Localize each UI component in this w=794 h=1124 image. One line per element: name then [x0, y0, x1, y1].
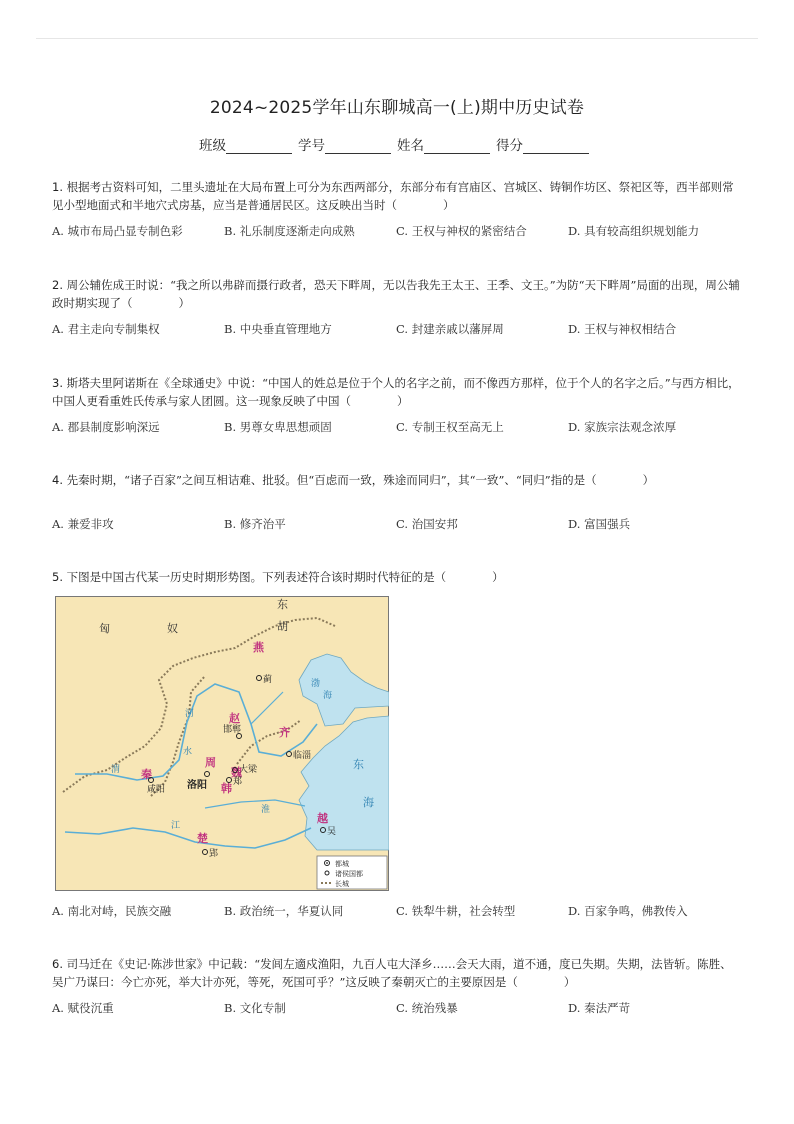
option-b[interactable]: B. 男尊女卑思想顽固 — [224, 420, 332, 434]
option-c[interactable]: C. 专制王权至高无上 — [396, 420, 504, 434]
question-stem: 斯塔夫里阿诺斯在《全球通史》中说：“中国人的姓总是位于个人的名字之前，而不像西方那样，位于个人的名字之后。”与西方相比，中国人更看重姓氏传承与家人团圆。这一现象反映了中国（ ） — [52, 376, 740, 408]
river-label: 渭 — [111, 765, 121, 775]
name-blank[interactable] — [424, 139, 490, 154]
id-blank[interactable] — [325, 139, 391, 154]
river-label: 水 — [183, 747, 193, 757]
state-label: 燕 — [253, 641, 264, 654]
option-d[interactable]: D. 家族宗法观念浓厚 — [568, 420, 677, 434]
city-label: 郢 — [209, 849, 219, 859]
option-c[interactable]: C. 统治残暴 — [396, 1001, 458, 1015]
question-3: 3. 斯塔夫里阿诺斯在《全球通史》中说：“中国人的姓总是位于个人的名字之前，而不像西方那样，位于个人的名字之后。”与西方相比，中国人更看重姓氏传承与家人团圆。这一现象反映了中国（ ） — [52, 376, 740, 408]
option-a[interactable]: A. 城市布局凸显专制色彩 — [52, 224, 183, 238]
question-stem: 周公辅佐成王时说：“我之所以弗辟而摄行政者，恐天下畔周，无以告我先王太王、王季、文王。”为防“天下畔周”局面的出现，周公辅政时期实现了（ ） — [52, 278, 740, 310]
state-label: 周 — [205, 756, 216, 769]
option-b[interactable]: B. 文化专制 — [224, 1001, 286, 1015]
info-class: 班级 — [199, 134, 298, 154]
option-b[interactable]: B. 修齐治平 — [224, 517, 286, 531]
question-stem: 司马迁在《史记·陈涉世家》中记载：“发闾左適戍渔阳，九百人屯大泽乡……会天大雨，道不通，度已失期。失期，法皆斩。陈胜、吴广乃谋曰：今亡亦死，举大计亦死，等死，死国可乎？”这反映了秦朝灭亡的主要原因是（ ） — [52, 957, 732, 989]
question-5-options — [52, 903, 742, 919]
city-label: 蓟 — [263, 675, 273, 685]
city-label: 临淄 — [293, 751, 312, 761]
option-d[interactable]: D. 秦法严苛 — [568, 1001, 631, 1015]
option-c[interactable]: C. 铁犁牛耕，社会转型 — [396, 904, 516, 918]
city-label: 大梁 — [239, 765, 258, 775]
question-stem: 下图是中国古代某一历史时期形势图。下列表述符合该时期时代特征的是（ ） — [66, 570, 504, 584]
question-4: 4. 先秦时期，“诸子百家”之间互相诘难、批驳。但“百虑而一致，殊途而同归”，其“一致”、“同归”指的是（ ） — [52, 473, 655, 487]
option-a[interactable]: A. 郡县制度影响深远 — [52, 420, 160, 434]
class-blank[interactable] — [226, 139, 292, 154]
city-label: 洛阳 — [187, 780, 207, 791]
region-label: 胡 — [277, 620, 288, 633]
option-a[interactable]: A. 兼爱非攻 — [52, 517, 114, 531]
info-name: 姓名 — [397, 134, 496, 154]
state-label: 楚 — [197, 832, 208, 845]
river-label: 江 — [171, 821, 181, 831]
option-c[interactable]: C. 王权与神权的紧密结合 — [396, 224, 527, 238]
option-b[interactable]: B. 礼乐制度逐渐走向成熟 — [224, 224, 355, 238]
state-label: 韩 — [221, 782, 232, 795]
question-6-options — [52, 1000, 742, 1016]
legend-label: 都城 — [335, 860, 349, 868]
sea-label: 东 — [353, 758, 364, 771]
city-label: 咸阳 — [147, 785, 166, 795]
question-stem: 根据考古资料可知，二里头遗址在大局布置上可分为东西两部分，东部分布有宫庙区、宫城区、铸铜作坊区、祭祀区等，西半部则常见小型地面式和半地穴式房基，应当是普通居民区。这反映出当时（ ） — [52, 180, 734, 212]
sea-label: 渤 — [311, 679, 321, 689]
option-d[interactable]: D. 王权与神权相结合 — [568, 322, 677, 336]
question-3-options — [52, 419, 742, 435]
map-legend — [317, 856, 387, 889]
river-label: 河 — [185, 709, 195, 719]
score-blank[interactable] — [523, 139, 589, 154]
option-a[interactable]: A. 赋役沉重 — [52, 1001, 114, 1015]
option-b[interactable]: B. 政治统一，华夏认同 — [224, 904, 344, 918]
legend-label: 长城 — [335, 880, 349, 888]
sea-label: 海 — [323, 691, 333, 701]
question-2-options — [52, 321, 742, 337]
state-label: 秦 — [141, 768, 152, 781]
question-stem: 先秦时期，“诸子百家”之间互相诘难、批驳。但“百虑而一致，殊途而同归”，其“一致”、“同归”指的是（ ） — [66, 473, 655, 487]
option-d[interactable]: D. 具有较高组织规划能力 — [568, 224, 700, 238]
legend-label: 诸侯国都 — [335, 870, 363, 878]
state-label: 齐 — [279, 726, 290, 739]
student-info-row — [0, 134, 794, 154]
question-2: 2. 周公辅佐成王时说：“我之所以弗辟而摄行政者，恐天下畔周，无以告我先王太王、王季、文王。”为防“天下畔周”局面的出现，周公辅政时期实现了（ ） — [52, 278, 740, 310]
river-label: 淮 — [261, 805, 271, 815]
question-6: 6. 司马迁在《史记·陈涉世家》中记载：“发闾左適戍渔阳，九百人屯大泽乡……会天大雨，道不通，度已失期。失期，法皆斩。陈胜、吴广乃谋曰：今亡亦死，举大计亦死，等死，死国可乎？”这反映了秦朝灭亡的主要原因是（ ） — [52, 957, 732, 989]
info-score: 得分 — [496, 134, 595, 154]
question-5: 5. 下图是中国古代某一历史时期形势图。下列表述符合该时期时代特征的是（ ） — [52, 570, 504, 584]
question-4-options — [52, 516, 742, 532]
question-1-options — [52, 223, 742, 239]
region-label: 匈 — [99, 622, 110, 635]
state-label: 赵 — [229, 712, 240, 725]
region-label: 奴 — [167, 622, 178, 635]
warring-states-map — [55, 596, 389, 891]
option-c[interactable]: C. 封建亲戚以藩屏周 — [396, 322, 504, 336]
city-label: 邯郸 — [223, 725, 242, 735]
option-b[interactable]: B. 中央垂直管理地方 — [224, 322, 332, 336]
info-id: 学号 — [298, 134, 397, 154]
question-1: 1. 根据考古资料可知，二里头遗址在大局布置上可分为东西两部分，东部分布有宫庙区、宫城区、铸铜作坊区、祭祀区等，西半部则常见小型地面式和半地穴式房基，应当是普通居民区。这反映出当时（ ） — [52, 180, 734, 212]
header-rule — [36, 38, 758, 39]
sea-label: 海 — [363, 796, 374, 809]
city-label: 吴 — [327, 827, 337, 837]
state-label: 越 — [317, 812, 328, 825]
option-d[interactable]: D. 富国强兵 — [568, 517, 631, 531]
page-title: 2024~2025学年山东聊城高一(上)期中历史试卷 — [209, 98, 585, 118]
region-label: 东 — [277, 598, 288, 611]
city-label: 郑 — [233, 777, 243, 787]
option-a[interactable]: A. 南北对峙，民族交融 — [52, 904, 172, 918]
state-label: 魏 — [231, 766, 242, 779]
option-a[interactable]: A. 君主走向专制集权 — [52, 322, 160, 336]
option-d[interactable]: D. 百家争鸣，佛教传入 — [568, 904, 688, 918]
option-c[interactable]: C. 治国安邦 — [396, 517, 458, 531]
